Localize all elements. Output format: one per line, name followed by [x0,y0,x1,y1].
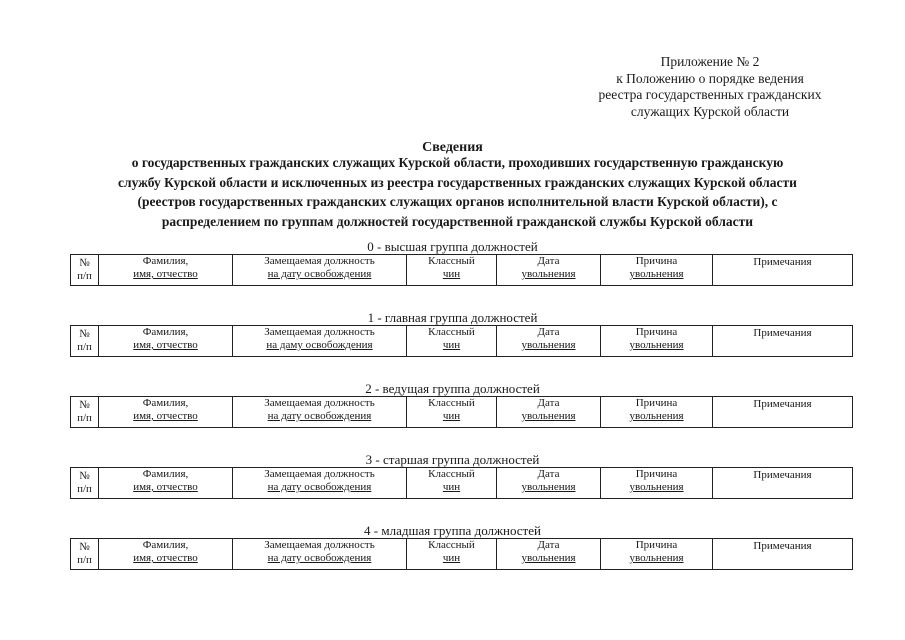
column-header [713,468,853,499]
column-header-line: Замещаемая должность [264,468,375,480]
table-header-row [71,539,853,570]
column-header [99,397,233,428]
column-header [497,468,601,499]
column-header-line: увольнения [521,339,576,351]
column-header-line: на дату освобождения [267,268,372,280]
column-header-line: п/п [77,341,92,353]
table-header-row [71,397,853,428]
subtitle-line: о государственных гражданских служащих Курской области, проходивших государственную гражданскую [131,155,784,170]
column-header-line: № [79,399,90,411]
column-header-line: Фамилия, [142,539,189,551]
column-header-line: Фамилия, [142,326,189,338]
column-header-line: чин [442,552,461,564]
column-header-line: Классный [428,468,475,480]
column-header-line: № [79,257,90,269]
group-table [70,254,853,286]
column-header [233,468,407,499]
column-header-line: Фамилия, [142,397,189,409]
column-header-line: Фамилия, [142,255,189,267]
column-header [71,255,99,286]
column-header [71,468,99,499]
column-header-line: Примечания [753,540,812,552]
group-heading: 0 - высшая группа должностей [367,239,538,254]
column-header-line: имя, отчество [133,410,198,422]
subtitle-line: службу Курской области и исключенных из реестра государственных гражданских служащих Курской области [118,174,797,190]
column-header-line: увольнения [521,268,576,280]
column-header-line: увольнения [629,339,684,351]
column-header [497,326,601,357]
column-header [233,255,407,286]
column-header-line: Классный [428,255,475,267]
column-header [497,397,601,428]
column-header [99,326,233,357]
column-header [713,255,853,286]
column-header-line: увольнения [629,410,684,422]
column-header [71,326,99,357]
table-header-row [71,255,853,286]
column-header-line: Замещаемая должность [264,326,375,338]
column-header-line: № [79,541,90,553]
column-header-line: Дата [537,397,560,409]
column-header-line: увольнения [521,552,576,564]
table-header-row [71,326,853,357]
column-header [407,468,497,499]
column-header-line: Фамилия, [142,468,189,480]
column-header [407,326,497,357]
column-header-line: Замещаемая должность [264,539,375,551]
column-header-line: Дата [537,539,560,551]
column-header-line: № [79,328,90,340]
column-header [99,468,233,499]
column-header [407,255,497,286]
column-header-line: Классный [428,539,475,551]
column-header [497,255,601,286]
table-header-row [71,468,853,499]
column-header [713,539,853,570]
column-header [497,539,601,570]
column-header-line: увольнения [629,552,684,564]
column-header-line: п/п [77,270,92,282]
column-header-line: чин [442,481,461,493]
column-header [233,397,407,428]
column-header-line: Примечания [753,398,812,410]
appendix-note [560,54,860,120]
column-header-line: увольнения [629,481,684,493]
column-header-line: Причина [635,255,678,267]
column-header [601,397,713,428]
document-subtitle [50,153,865,231]
column-header [71,539,99,570]
column-header-line: Замещаемая должность [264,255,375,267]
column-header [601,468,713,499]
column-header-line: Причина [635,468,678,480]
column-header-line: Дата [537,326,560,338]
column-header-line: Причина [635,397,678,409]
group-heading: 4 - младшая группа должностей [364,523,541,538]
column-header-line: имя, отчество [133,481,198,493]
column-header [71,397,99,428]
column-header [713,326,853,357]
subtitle-line: (реестров государственных гражданских служащих органов исполнительной власти Курской области), с [137,194,778,209]
column-header-line: Дата [537,255,560,267]
column-header-line: на дату освобождения [267,481,372,493]
appendix-line: реестра государственных гражданских [598,87,822,102]
column-header-line: Замещаемая должность [264,397,375,409]
group-table [70,325,853,357]
column-header-line: увольнения [629,268,684,280]
column-header-line: п/п [77,483,92,495]
column-header-line: № [79,470,90,482]
column-header [407,539,497,570]
group-heading: 2 - ведущая группа должностей [365,381,540,396]
column-header [233,539,407,570]
column-header-line: п/п [77,412,92,424]
group-table [70,467,853,499]
group-heading: 1 - главная группа должностей [367,310,538,325]
column-header-line: чин [442,268,461,280]
column-header [99,539,233,570]
document-title: Сведения [422,140,483,155]
subtitle-line: распределением по группам должностей государственной гражданской службы Курской области [161,213,754,229]
column-header [233,326,407,357]
column-header-line: на дату освобождения [267,410,372,422]
column-header-line: Примечания [753,327,812,339]
column-header [99,255,233,286]
column-header-line: Дата [537,468,560,480]
column-header-line: имя, отчество [133,268,198,280]
column-header-line: имя, отчество [133,552,198,564]
column-header-line: Причина [635,539,678,551]
column-header [407,397,497,428]
column-header-line: Причина [635,326,678,338]
column-header-line: Классный [428,397,475,409]
appendix-line: к Положению о порядке ведения [616,70,804,86]
column-header-line: Классный [428,326,475,338]
column-header-line: имя, отчество [133,339,198,351]
group-table [70,396,853,428]
column-header-line: на дату освобождения [267,552,372,564]
column-header-line: на даму освобождения [266,339,373,351]
appendix-line: Приложение № 2 [660,54,760,69]
group-heading: 3 - старшая группа должностей [365,452,540,467]
column-header [713,397,853,428]
column-header-line: Примечания [753,469,812,481]
column-header-line: чин [442,339,461,351]
column-header [601,255,713,286]
column-header-line: чин [442,410,461,422]
column-header-line: п/п [77,554,92,566]
column-header [601,326,713,357]
group-table [70,538,853,570]
column-header-line: увольнения [521,481,576,493]
column-header-line: Примечания [753,256,812,268]
column-header-line: увольнения [521,410,576,422]
column-header [601,539,713,570]
appendix-line: служащих Курской области [630,103,790,119]
